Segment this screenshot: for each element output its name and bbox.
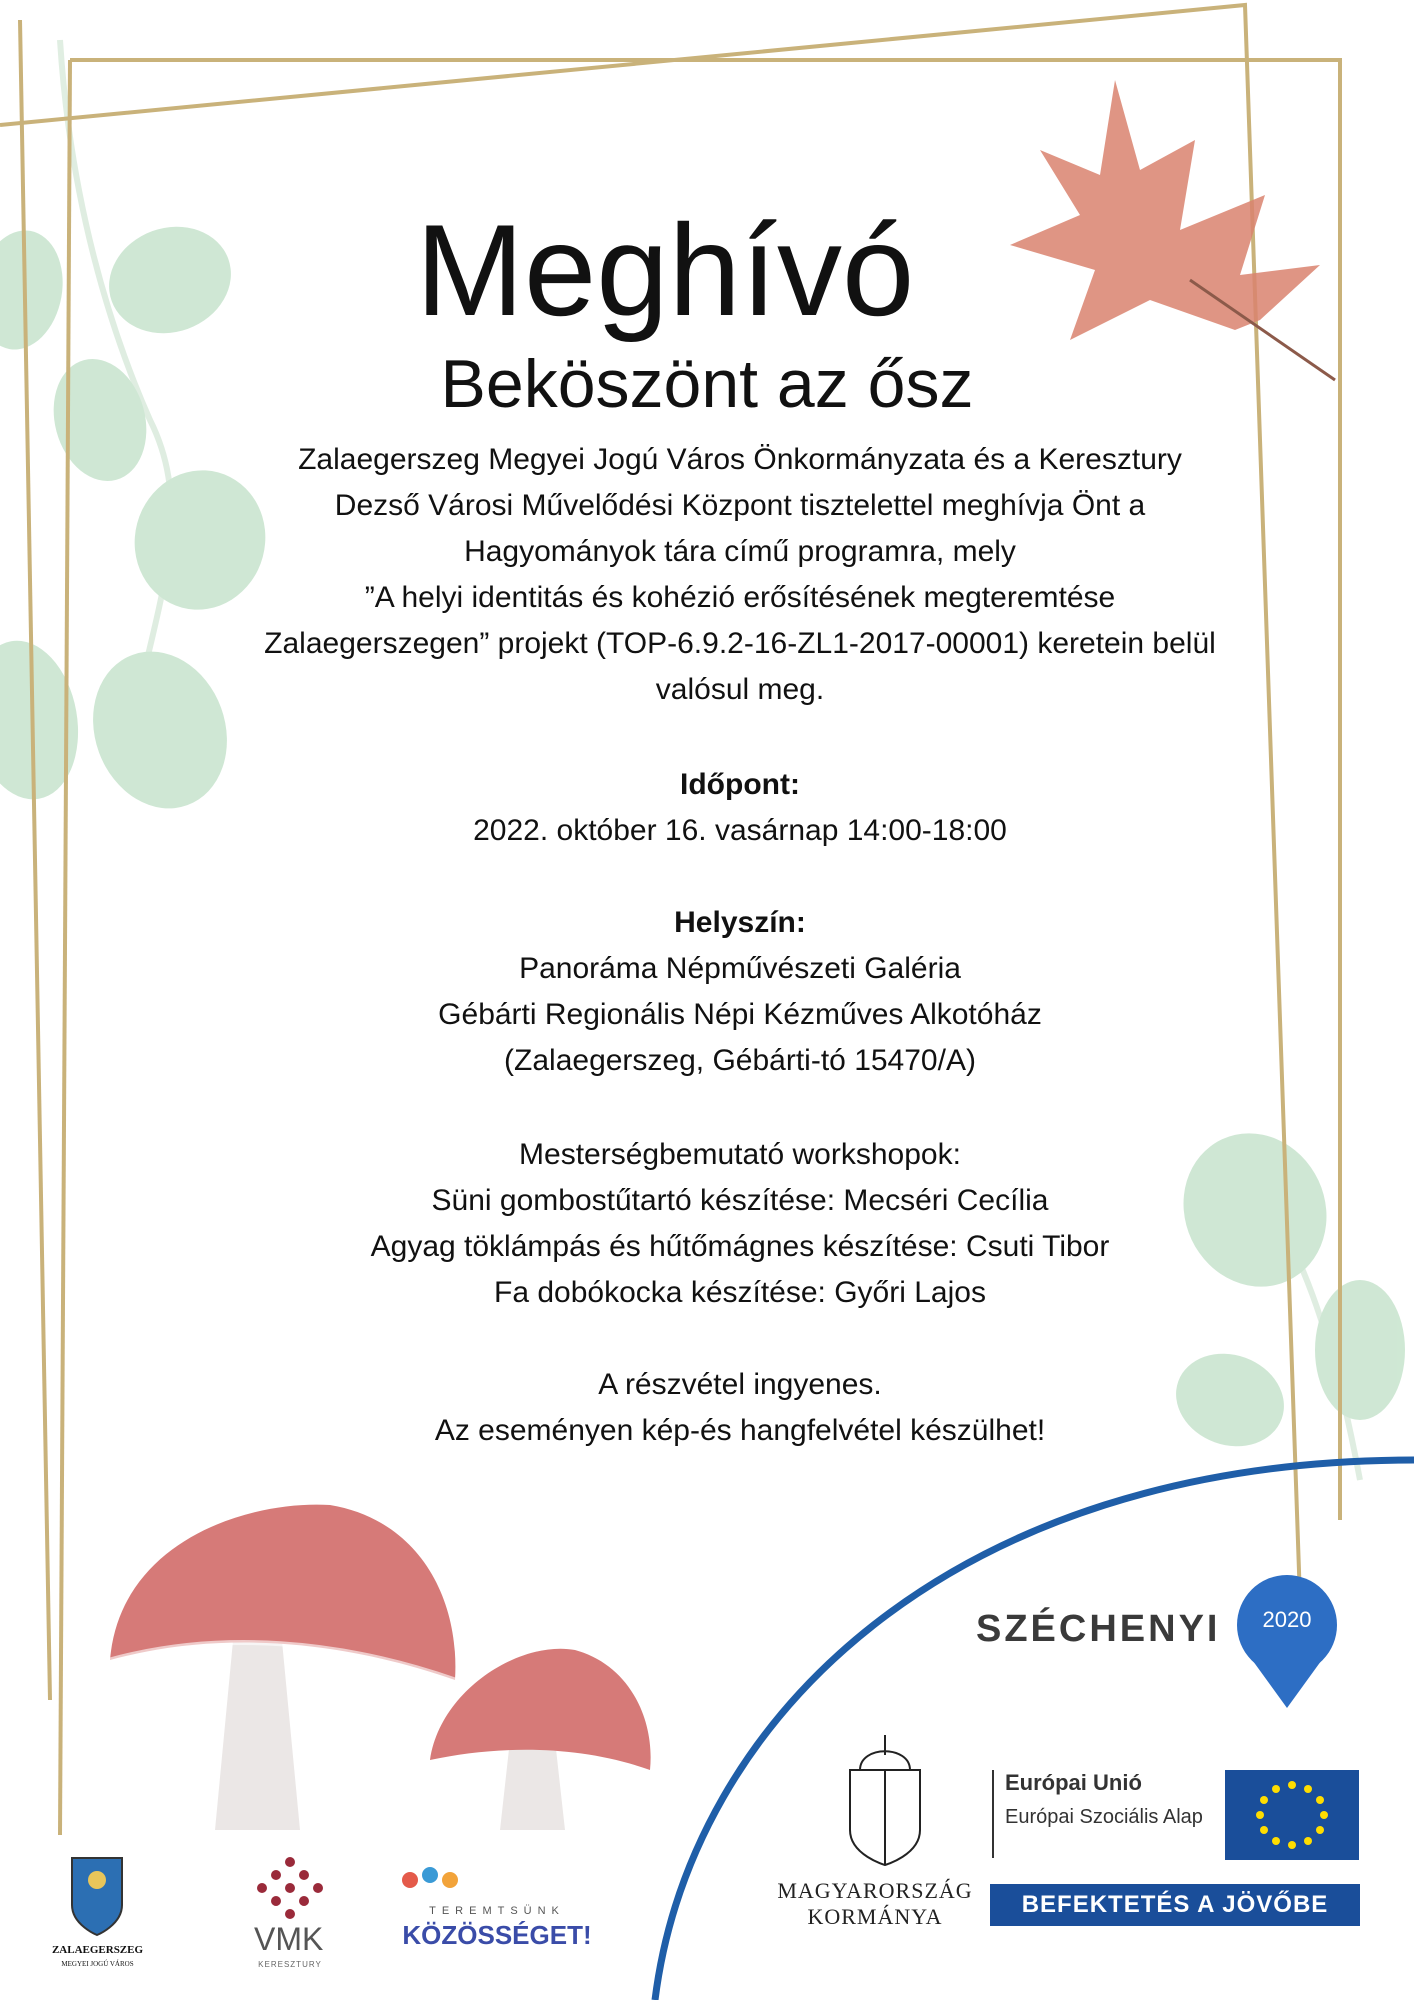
- city-logo-sub: MEGYEI JOGÚ VÁROS: [61, 1960, 134, 1968]
- recording-note: Az eseményen kép-és hangfelvétel készülhet!: [434, 1414, 1046, 1447]
- intro-line: Zalaegerszegen” projekt (TOP-6.9.2-16-ZL1-2017-00001) keretein belül: [264, 627, 1216, 660]
- city-logo-name: ZALAEGERSZEG: [51, 1944, 144, 1956]
- kormany-line1: MAGYARORSZÁG: [777, 1878, 973, 1903]
- szechenyi-logo-text: SZÉCHENYI: [976, 1608, 1221, 1650]
- workshop-item: Süni gombostűtartó készítése: Mecséri Cecília: [431, 1184, 1049, 1217]
- time-section: [190, 762, 1290, 854]
- workshop-item: Fa dobókocka készítése: Győri Lajos: [494, 1276, 986, 1309]
- kozosseget-label: KÖZÖSSÉGET!: [402, 1920, 592, 1950]
- intro-paragraph: [190, 437, 1290, 713]
- mushroom-small: [430, 1649, 651, 1830]
- workshop-item: Agyag töklámpás és hűtőmágnes készítése: Csuti Tibor: [370, 1230, 1110, 1263]
- free-entry-note: A részvétel ingyenes.: [598, 1368, 882, 1401]
- place-label: Helyszín:: [674, 906, 806, 939]
- intro-line: valósul meg.: [655, 673, 825, 706]
- time-label: Időpont:: [680, 768, 800, 801]
- zalaegerszeg-coat-icon: [72, 1858, 122, 1935]
- invest-future-banner: BEFEKTETÉS A JÖVŐBE: [990, 1884, 1360, 1926]
- place-line: Gébárti Regionális Népi Kézműves Alkotóház: [438, 998, 1042, 1031]
- place-section: [190, 900, 1290, 1084]
- vmk-logo-mark: VMK: [254, 1921, 324, 1957]
- event-subtitle: Beköszönt az ősz: [440, 346, 974, 422]
- szechenyi-pin-icon: [1237, 1575, 1337, 1708]
- eu-subtitle: Európai Szociális Alap: [1005, 1806, 1203, 1828]
- intro-line: Dezső Városi Művelődési Központ tisztelettel meghívja Önt a: [334, 489, 1146, 522]
- teremtsunk-figures-icon: [402, 1867, 458, 1888]
- szechenyi-year: 2020: [1262, 1607, 1312, 1632]
- eu-flag-icon: [1225, 1770, 1359, 1860]
- workshops-heading: Mesterségbemutató workshopok:: [519, 1138, 961, 1171]
- hungarian-government-logo: [770, 1878, 980, 1930]
- time-value: 2022. október 16. vasárnap 14:00-18:00: [473, 814, 1007, 847]
- kormany-line2: KORMÁNYA: [807, 1904, 943, 1929]
- hungary-coat-of-arms-icon: [850, 1735, 920, 1865]
- vmk-logo-icon: [257, 1857, 323, 1919]
- closing-section: [190, 1362, 1290, 1454]
- mushroom-large: [110, 1505, 455, 1830]
- eu-title: Európai Unió: [1005, 1770, 1142, 1795]
- teremtsunk-label: TEREMTSÜNK: [429, 1905, 565, 1917]
- place-line: (Zalaegerszeg, Gébárti-tó 15470/A): [504, 1044, 976, 1077]
- vmk-logo-label: KERESZTURY: [258, 1960, 322, 1969]
- intro-line: ”A helyi identitás és kohézió erősítésének megteremtése: [364, 581, 1116, 614]
- intro-line: Hagyományok tára című programra, mely: [464, 535, 1016, 568]
- intro-line: Zalaegerszeg Megyei Jogú Város Önkormányzata és a Keresztury: [298, 443, 1182, 476]
- invitation-title: Meghívó: [415, 197, 915, 344]
- workshops-section: [190, 1132, 1290, 1316]
- eu-divider: [992, 1770, 994, 1858]
- place-line: Panoráma Népművészeti Galéria: [519, 952, 961, 985]
